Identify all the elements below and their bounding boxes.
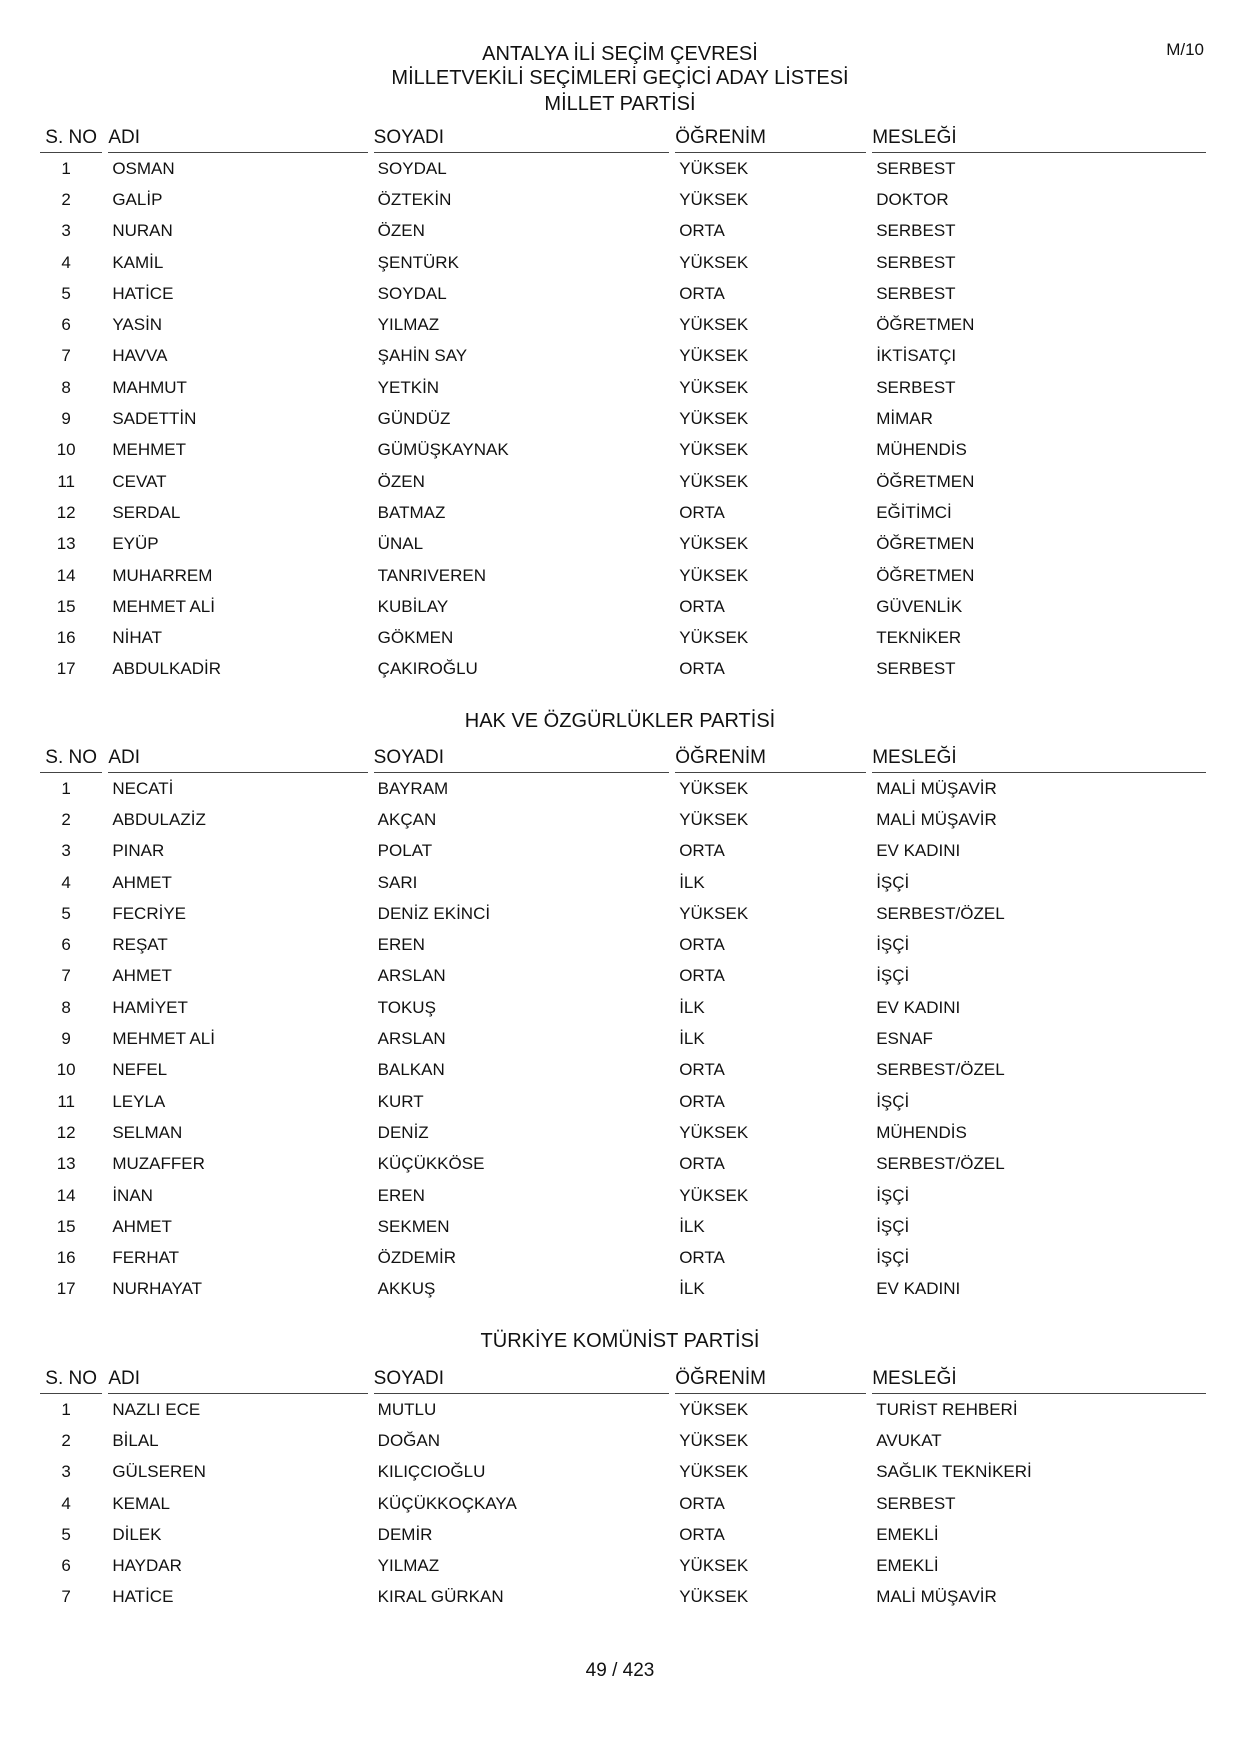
candidate-education: İLK bbox=[679, 997, 705, 1017]
candidate-name: SERDAL bbox=[112, 502, 181, 522]
candidate-surname: MUTLU bbox=[377, 1399, 437, 1419]
candidate-profession: İŞÇİ bbox=[876, 935, 910, 955]
candidate-profession: SERBEST/ÖZEL bbox=[876, 1060, 1005, 1080]
candidate-surname: POLAT bbox=[377, 841, 433, 861]
candidate-name: MEHMET ALİ bbox=[112, 596, 215, 616]
candidate-no: 2 bbox=[61, 809, 71, 829]
page-number: 49 / 423 bbox=[585, 1660, 655, 1681]
table-row bbox=[40, 961, 1206, 992]
candidate-profession: SERBEST bbox=[876, 659, 956, 679]
column-header-adi: ADI bbox=[108, 125, 367, 153]
candidate-no: 16 bbox=[56, 1248, 76, 1268]
candidate-surname: SARI bbox=[377, 872, 418, 892]
column-header-soyadi: SOYADI bbox=[374, 1366, 670, 1394]
candidate-surname: YILMAZ bbox=[377, 315, 440, 335]
party-title-hak: HAK VE ÖZGÜRLÜKLER PARTİSİ bbox=[464, 710, 776, 732]
candidate-name: AHMET bbox=[112, 966, 172, 986]
candidate-profession: EMEKLİ bbox=[876, 1524, 939, 1544]
table-row bbox=[40, 1055, 1206, 1086]
candidate-profession: ÖĞRETMEN bbox=[876, 471, 975, 491]
candidate-surname: ÜNAL bbox=[377, 534, 424, 554]
candidate-profession: ÖĞRETMEN bbox=[876, 534, 975, 554]
candidate-name: OSMAN bbox=[112, 158, 175, 178]
table-row bbox=[40, 1117, 1206, 1148]
candidate-name: HATİCE bbox=[112, 283, 174, 303]
candidate-name: FECRİYE bbox=[112, 903, 187, 923]
candidate-profession: TURİST REHBERİ bbox=[876, 1399, 1018, 1419]
candidate-education: YÜKSEK bbox=[679, 409, 749, 429]
candidate-education: ORTA bbox=[679, 502, 725, 522]
candidate-surname: EREN bbox=[377, 935, 425, 955]
candidate-name: NEFEL bbox=[112, 1060, 168, 1080]
candidate-profession: MÜHENDİS bbox=[876, 1122, 967, 1142]
candidate-no: 6 bbox=[61, 935, 71, 955]
candidate-name: LEYLA bbox=[112, 1091, 166, 1111]
candidate-no: 10 bbox=[56, 440, 76, 460]
candidate-no: 3 bbox=[61, 841, 71, 861]
candidate-surname: BATMAZ bbox=[377, 502, 446, 522]
candidate-no: 17 bbox=[56, 659, 76, 679]
candidate-profession: İŞÇİ bbox=[876, 966, 910, 986]
candidate-profession: ESNAF bbox=[876, 1029, 933, 1049]
table-row bbox=[40, 1149, 1206, 1180]
candidate-name: HATİCE bbox=[112, 1587, 174, 1607]
candidate-no: 9 bbox=[61, 1029, 71, 1049]
candidate-profession: SERBEST bbox=[876, 158, 956, 178]
table-row bbox=[40, 435, 1206, 466]
table-row bbox=[40, 184, 1206, 215]
party-title-millet: MİLLET PARTİSİ bbox=[544, 93, 696, 115]
candidate-name: NECATİ bbox=[112, 778, 174, 798]
column-header-ogrenim: ÖĞRENİM bbox=[675, 745, 866, 773]
candidate-no: 12 bbox=[56, 502, 76, 522]
table-row bbox=[40, 529, 1206, 560]
candidate-profession: MALİ MÜŞAVİR bbox=[876, 809, 997, 829]
candidate-name: DİLEK bbox=[112, 1524, 162, 1544]
table-row bbox=[40, 403, 1206, 434]
table-row bbox=[40, 309, 1206, 340]
table-row bbox=[40, 773, 1206, 804]
table-row bbox=[40, 1519, 1206, 1550]
candidate-profession: MALİ MÜŞAVİR bbox=[876, 778, 997, 798]
candidate-name: GÜLSEREN bbox=[112, 1462, 206, 1482]
candidate-name: HAVVA bbox=[112, 346, 168, 366]
candidate-no: 7 bbox=[61, 966, 71, 986]
candidate-education: ORTA bbox=[679, 1493, 725, 1513]
candidate-profession: ÖĞRETMEN bbox=[876, 565, 975, 585]
table-row bbox=[40, 153, 1206, 184]
candidate-surname: GÜMÜŞKAYNAK bbox=[377, 440, 509, 460]
candidate-profession: EMEKLİ bbox=[876, 1556, 939, 1576]
candidate-name: EYÜP bbox=[112, 534, 159, 554]
table-header-row bbox=[40, 1366, 1206, 1394]
candidate-no: 12 bbox=[56, 1122, 76, 1142]
candidate-no: 13 bbox=[56, 1154, 76, 1174]
candidate-name: GALİP bbox=[112, 189, 163, 209]
table-row bbox=[40, 1550, 1206, 1581]
table-row bbox=[40, 1425, 1206, 1456]
table-row bbox=[40, 622, 1206, 653]
candidate-profession: TEKNİKER bbox=[876, 628, 962, 648]
candidate-education: ORTA bbox=[679, 966, 725, 986]
party-section-millet bbox=[40, 125, 1206, 685]
candidate-education: İLK bbox=[679, 1216, 705, 1236]
column-header-adi: ADI bbox=[108, 745, 367, 773]
candidate-name: SELMAN bbox=[112, 1122, 183, 1142]
candidate-name: BİLAL bbox=[112, 1430, 159, 1450]
candidate-education: YÜKSEK bbox=[679, 315, 749, 335]
column-header-no: S. NO bbox=[40, 1366, 102, 1394]
candidate-no: 2 bbox=[61, 189, 71, 209]
column-header-ogrenim: ÖĞRENİM bbox=[675, 1366, 866, 1394]
candidate-no: 4 bbox=[61, 1493, 71, 1513]
candidate-profession: EĞİTİMCİ bbox=[876, 502, 952, 522]
header-list-title: MİLLETVEKİLİ SEÇİMLERİ GEÇİCİ ADAY LİSTESİ bbox=[391, 67, 849, 89]
candidate-profession: DOKTOR bbox=[876, 189, 949, 209]
candidate-education: YÜKSEK bbox=[679, 778, 749, 798]
candidate-surname: KILIÇCIOĞLU bbox=[377, 1462, 486, 1482]
candidate-surname: KUBİLAY bbox=[377, 596, 449, 616]
candidate-surname: GÜNDÜZ bbox=[377, 409, 451, 429]
candidate-education: ORTA bbox=[679, 935, 725, 955]
candidate-surname: AKÇAN bbox=[377, 809, 437, 829]
candidate-profession: SERBEST bbox=[876, 377, 956, 397]
candidate-profession: İŞÇİ bbox=[876, 1091, 910, 1111]
table-row bbox=[40, 1488, 1206, 1519]
candidate-surname: DENİZ EKİNCİ bbox=[377, 903, 491, 923]
candidate-education: YÜKSEK bbox=[679, 1122, 749, 1142]
candidate-profession: SERBEST bbox=[876, 252, 956, 272]
candidate-surname: ÖZEN bbox=[377, 221, 425, 241]
table-row bbox=[40, 466, 1206, 497]
candidate-name: PINAR bbox=[112, 841, 165, 861]
table-row bbox=[40, 992, 1206, 1023]
candidate-no: 16 bbox=[56, 628, 76, 648]
candidate-education: YÜKSEK bbox=[679, 628, 749, 648]
candidate-no: 1 bbox=[61, 1399, 71, 1419]
candidate-surname: KÜÇÜKKOÇKAYA bbox=[377, 1493, 517, 1513]
candidate-name: MAHMUT bbox=[112, 377, 187, 397]
candidate-surname: ÖZTEKİN bbox=[377, 189, 452, 209]
table-row bbox=[40, 1582, 1206, 1613]
table-row bbox=[40, 341, 1206, 372]
column-header-no: S. NO bbox=[40, 745, 102, 773]
table-row bbox=[40, 278, 1206, 309]
candidate-surname: ŞENTÜRK bbox=[377, 252, 459, 272]
table-row bbox=[40, 1086, 1206, 1117]
candidate-profession: SERBEST bbox=[876, 1493, 956, 1513]
candidate-name: MUHARREM bbox=[112, 565, 213, 585]
candidate-name: NİHAT bbox=[112, 628, 163, 648]
candidate-name: NAZLI ECE bbox=[112, 1399, 201, 1419]
candidate-education: YÜKSEK bbox=[679, 534, 749, 554]
column-header-soyadi: SOYADI bbox=[374, 745, 670, 773]
candidate-profession: SERBEST bbox=[876, 221, 956, 241]
candidate-no: 5 bbox=[61, 903, 71, 923]
table-row bbox=[40, 591, 1206, 622]
candidate-profession: EV KADINI bbox=[876, 997, 961, 1017]
table-row bbox=[40, 372, 1206, 403]
table-row bbox=[40, 654, 1206, 685]
candidate-education: YÜKSEK bbox=[679, 440, 749, 460]
candidate-education: YÜKSEK bbox=[679, 158, 749, 178]
candidate-no: 11 bbox=[57, 1091, 75, 1111]
table-row bbox=[40, 216, 1206, 247]
candidate-profession: İŞÇİ bbox=[876, 1248, 910, 1268]
candidate-surname: DEMİR bbox=[377, 1524, 433, 1544]
table-row bbox=[40, 898, 1206, 929]
candidate-profession: İKTİSATÇI bbox=[876, 346, 957, 366]
candidate-profession: EV KADINI bbox=[876, 1279, 961, 1299]
candidate-surname: SEKMEN bbox=[377, 1216, 450, 1236]
candidate-education: İLK bbox=[679, 1029, 705, 1049]
candidate-profession: EV KADINI bbox=[876, 841, 961, 861]
page-code: M/10 bbox=[1166, 40, 1204, 59]
candidate-surname: SOYDAL bbox=[377, 158, 447, 178]
candidate-surname: ARSLAN bbox=[377, 1029, 446, 1049]
candidate-table bbox=[40, 745, 1206, 1305]
candidate-no: 6 bbox=[61, 315, 71, 335]
candidate-education: YÜKSEK bbox=[679, 1185, 749, 1205]
candidate-no: 1 bbox=[61, 778, 71, 798]
candidate-surname: ARSLAN bbox=[377, 966, 446, 986]
candidate-surname: KÜÇÜKKÖSE bbox=[377, 1154, 485, 1174]
column-header-ogrenim: ÖĞRENİM bbox=[675, 125, 866, 153]
candidate-no: 5 bbox=[61, 283, 71, 303]
candidate-no: 7 bbox=[61, 346, 71, 366]
candidate-education: ORTA bbox=[679, 1524, 725, 1544]
candidate-education: ORTA bbox=[679, 1154, 725, 1174]
table-row bbox=[40, 867, 1206, 898]
candidate-profession: SERBEST bbox=[876, 283, 956, 303]
table-row bbox=[40, 1457, 1206, 1488]
candidate-education: YÜKSEK bbox=[679, 565, 749, 585]
candidate-education: YÜKSEK bbox=[679, 377, 749, 397]
candidate-profession: İŞÇİ bbox=[876, 1216, 910, 1236]
candidate-profession: SAĞLIK TEKNİKERİ bbox=[876, 1462, 1032, 1482]
table-row bbox=[40, 929, 1206, 960]
candidate-education: ORTA bbox=[679, 596, 725, 616]
candidate-education: ORTA bbox=[679, 1091, 725, 1111]
candidate-surname: ŞAHİN SAY bbox=[377, 346, 468, 366]
candidate-no: 3 bbox=[61, 221, 71, 241]
candidate-no: 7 bbox=[61, 1587, 71, 1607]
table-row bbox=[40, 1180, 1206, 1211]
column-header-meslegi: MESLEĞİ bbox=[872, 745, 1206, 773]
table-row bbox=[40, 1394, 1206, 1425]
candidate-no: 14 bbox=[56, 1185, 76, 1205]
candidate-name: NURAN bbox=[112, 221, 173, 241]
candidate-surname: AKKUŞ bbox=[377, 1279, 436, 1299]
candidate-education: YÜKSEK bbox=[679, 1399, 749, 1419]
candidate-name: ABDULKADİR bbox=[112, 659, 221, 679]
candidate-name: NURHAYAT bbox=[112, 1279, 203, 1299]
table-row bbox=[40, 1211, 1206, 1242]
candidate-name: HAMİYET bbox=[112, 997, 188, 1017]
candidate-surname: ÖZEN bbox=[377, 471, 425, 491]
candidate-profession: MİMAR bbox=[876, 409, 933, 429]
candidate-name: AHMET bbox=[112, 1216, 172, 1236]
candidate-education: YÜKSEK bbox=[679, 471, 749, 491]
candidate-name: KAMİL bbox=[112, 252, 164, 272]
candidate-surname: YILMAZ bbox=[377, 1556, 440, 1576]
candidate-no: 9 bbox=[61, 409, 71, 429]
table-row bbox=[40, 247, 1206, 278]
candidate-profession: MÜHENDİS bbox=[876, 440, 967, 460]
candidate-name: CEVAT bbox=[112, 471, 167, 491]
candidate-table bbox=[40, 125, 1206, 685]
candidate-no: 6 bbox=[61, 1556, 71, 1576]
candidate-profession: SERBEST/ÖZEL bbox=[876, 903, 1005, 923]
header-constituency: ANTALYA İLİ SEÇİM ÇEVRESİ bbox=[482, 43, 758, 65]
candidate-education: ORTA bbox=[679, 659, 725, 679]
candidate-no: 2 bbox=[61, 1430, 71, 1450]
candidate-name: AHMET bbox=[112, 872, 172, 892]
column-header-meslegi: MESLEĞİ bbox=[872, 1366, 1206, 1394]
candidate-education: YÜKSEK bbox=[679, 189, 749, 209]
candidate-name: İNAN bbox=[112, 1185, 153, 1205]
candidate-no: 15 bbox=[56, 1216, 76, 1236]
candidate-profession: AVUKAT bbox=[876, 1430, 942, 1450]
candidate-surname: YETKİN bbox=[377, 377, 440, 397]
candidate-name: MEHMET ALİ bbox=[112, 1029, 215, 1049]
candidate-no: 10 bbox=[56, 1060, 76, 1080]
table-row bbox=[40, 804, 1206, 835]
candidate-education: İLK bbox=[679, 872, 705, 892]
candidate-education: ORTA bbox=[679, 1060, 725, 1080]
candidate-surname: ÖZDEMİR bbox=[377, 1248, 457, 1268]
candidate-education: ORTA bbox=[679, 841, 725, 861]
table-row bbox=[40, 1242, 1206, 1273]
column-header-no: S. NO bbox=[40, 125, 102, 153]
candidate-surname: BAYRAM bbox=[377, 778, 449, 798]
candidate-no: 14 bbox=[56, 565, 76, 585]
candidate-surname: KIRAL GÜRKAN bbox=[377, 1587, 504, 1607]
candidate-profession: İŞÇİ bbox=[876, 872, 910, 892]
table-row bbox=[40, 560, 1206, 591]
party-title-tkp: TÜRKİYE KOMÜNİST PARTİSİ bbox=[480, 1330, 760, 1352]
table-row bbox=[40, 497, 1206, 528]
candidate-surname: DOĞAN bbox=[377, 1430, 441, 1450]
candidate-name: ABDULAZİZ bbox=[112, 809, 206, 829]
column-header-adi: ADI bbox=[108, 1366, 367, 1394]
document-header bbox=[0, 42, 1240, 116]
candidate-education: YÜKSEK bbox=[679, 903, 749, 923]
column-header-soyadi: SOYADI bbox=[374, 125, 670, 153]
candidate-education: YÜKSEK bbox=[679, 809, 749, 829]
candidate-no: 13 bbox=[56, 534, 76, 554]
candidate-surname: SOYDAL bbox=[377, 283, 447, 303]
candidate-education: ORTA bbox=[679, 221, 725, 241]
candidate-profession: MALİ MÜŞAVİR bbox=[876, 1587, 997, 1607]
candidate-name: REŞAT bbox=[112, 935, 168, 955]
candidate-table bbox=[40, 1366, 1206, 1613]
table-row bbox=[40, 1023, 1206, 1054]
candidate-no: 17 bbox=[56, 1279, 76, 1299]
table-row bbox=[40, 836, 1206, 867]
candidate-profession: ÖĞRETMEN bbox=[876, 315, 975, 335]
candidate-no: 3 bbox=[61, 1462, 71, 1482]
table-header-row bbox=[40, 745, 1206, 773]
candidate-surname: GÖKMEN bbox=[377, 628, 454, 648]
candidate-no: 4 bbox=[61, 872, 71, 892]
candidate-education: YÜKSEK bbox=[679, 1430, 749, 1450]
candidate-education: YÜKSEK bbox=[679, 1462, 749, 1482]
candidate-no: 15 bbox=[56, 596, 76, 616]
candidate-education: ORTA bbox=[679, 283, 725, 303]
candidate-name: MEHMET bbox=[112, 440, 186, 460]
candidate-education: YÜKSEK bbox=[679, 1587, 749, 1607]
party-section-hak bbox=[40, 745, 1206, 1305]
candidate-no: 8 bbox=[61, 997, 71, 1017]
candidate-no: 5 bbox=[61, 1524, 71, 1544]
candidate-surname: DENİZ bbox=[377, 1122, 429, 1142]
candidate-education: YÜKSEK bbox=[679, 252, 749, 272]
candidate-profession: SERBEST/ÖZEL bbox=[876, 1154, 1005, 1174]
candidate-education: İLK bbox=[679, 1279, 705, 1299]
candidate-no: 4 bbox=[61, 252, 71, 272]
candidate-surname: TOKUŞ bbox=[377, 997, 436, 1017]
party-section-tkp bbox=[40, 1366, 1206, 1613]
candidate-education: YÜKSEK bbox=[679, 346, 749, 366]
candidate-name: FERHAT bbox=[112, 1248, 180, 1268]
candidate-education: YÜKSEK bbox=[679, 1556, 749, 1576]
candidate-surname: EREN bbox=[377, 1185, 425, 1205]
candidate-education: ORTA bbox=[679, 1248, 725, 1268]
candidate-no: 1 bbox=[61, 158, 71, 178]
candidate-surname: BALKAN bbox=[377, 1060, 445, 1080]
candidate-no: 8 bbox=[61, 377, 71, 397]
candidate-surname: TANRIVEREN bbox=[377, 565, 486, 585]
candidate-profession: GÜVENLİK bbox=[876, 596, 963, 616]
candidate-surname: KURT bbox=[377, 1091, 424, 1111]
candidate-name: SADETTİN bbox=[112, 409, 197, 429]
column-header-meslegi: MESLEĞİ bbox=[872, 125, 1206, 153]
candidate-name: KEMAL bbox=[112, 1493, 170, 1513]
table-header-row bbox=[40, 125, 1206, 153]
candidate-profession: İŞÇİ bbox=[876, 1185, 910, 1205]
candidate-name: MUZAFFER bbox=[112, 1154, 205, 1174]
table-row bbox=[40, 1274, 1206, 1305]
candidate-surname: ÇAKIROĞLU bbox=[377, 659, 478, 679]
candidate-name: YASİN bbox=[112, 315, 163, 335]
candidate-no: 11 bbox=[57, 471, 75, 491]
candidate-name: HAYDAR bbox=[112, 1556, 182, 1576]
